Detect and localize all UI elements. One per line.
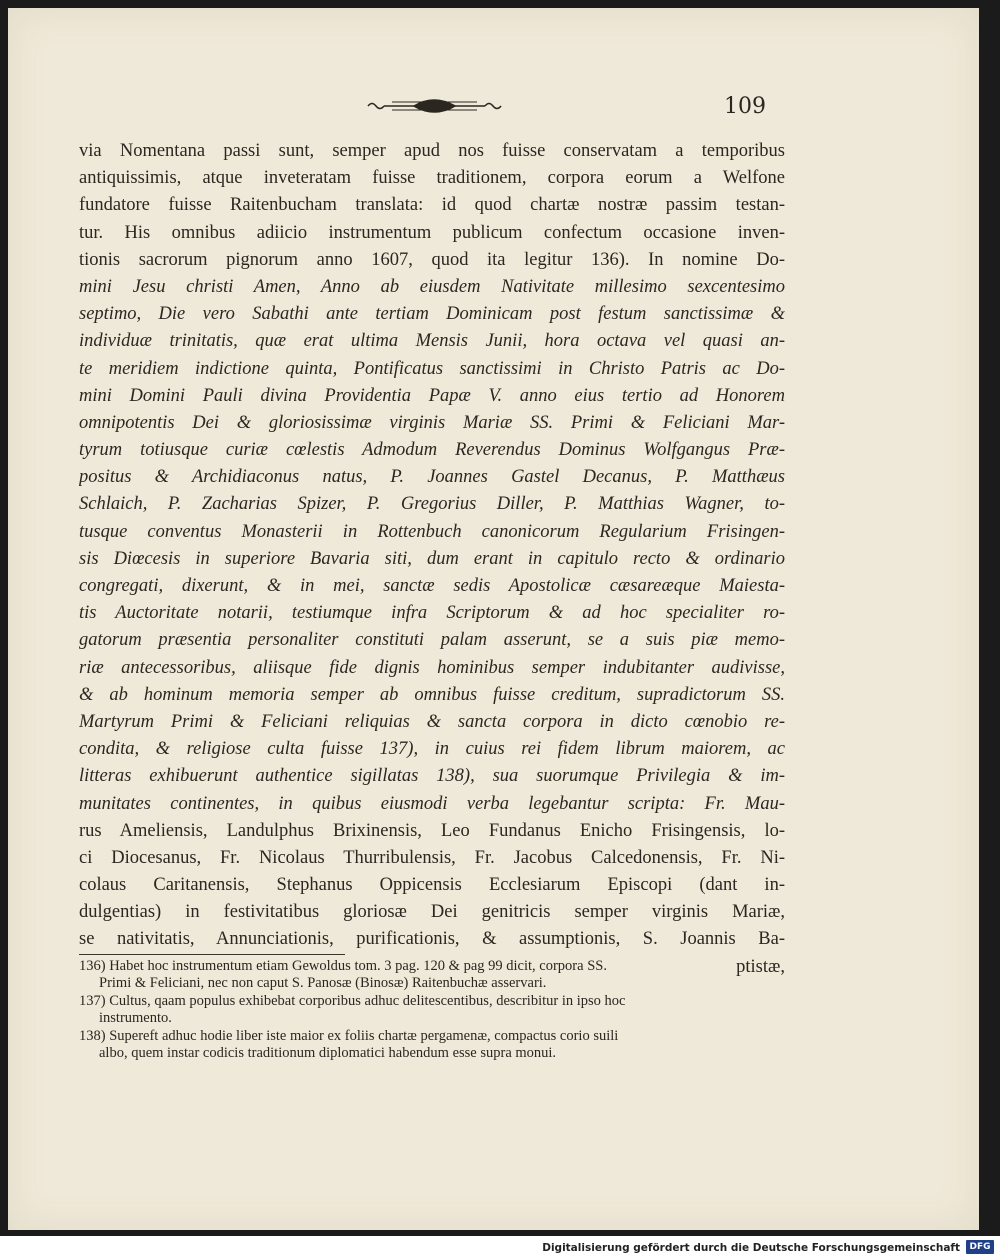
text-line: & ab hominum memoria semper ab omnibus fuisse creditum, supradictorum SS. [79, 684, 785, 705]
text-line: Martyrum Primi & Feliciani reliquias & sancta corpora in dicto cœnobio re- [79, 711, 785, 732]
footnotes [79, 958, 793, 1062]
text-line: te meridiem indictione quinta, Pontificatus sanctissimi in Christo Patris ac Do- [79, 358, 785, 379]
text-line: litteras exhibuerunt authentice sigillatas 138), sua suorumque Privilegia & im- [79, 766, 785, 787]
text-line: ptistæ, [736, 956, 785, 977]
text-line: tyrum totiusque curiæ cœlestis Admodum Reverendus Dominus Wolfgangus Præ- [79, 440, 785, 461]
funding-credit: Digitalisierung gefördert durch die Deutsche Forschungsgemeinschaft [542, 1242, 960, 1254]
text-line: munitates continentes, in quibus eiusmodi verba legebantur scripta: Fr. Mau- [79, 793, 785, 814]
text-line: antiquissimis, atque inveteratam fuisse traditionem, corpora eorum a Welfone [79, 168, 785, 189]
text-line: riæ antecessoribus, aliisque fide dignis hominibus semper indubitanter audivisse, [79, 657, 785, 678]
text-line: tis Auctoritate notarii, testiumque infra Scriptorum & ad hoc specialiter ro- [79, 603, 785, 624]
footnote-divider [79, 954, 345, 955]
text-line: rus Ameliensis, Landulphus Brixinensis, Leo Fundanus Enicho Frisingensis, lo- [79, 820, 785, 841]
dfg-logo: DFG [966, 1240, 994, 1254]
text-line: omnipotentis Dei & gloriosissimæ virginis Mariæ SS. Primi & Feliciani Mar- [79, 412, 785, 433]
text-line: mini Jesu christi Amen, Anno ab eiusdem Nativitate millesimo sexcentesimo [79, 276, 785, 297]
text-line: tionis sacrorum pignorum anno 1607, quod ita legitur 136). In nomine Do- [79, 249, 785, 270]
text-line: se nativitatis, Annunciationis, purificationis, & assumptionis, S. Joannis Ba- [79, 929, 785, 950]
text-line: dulgentias) in festivitatibus gloriosæ Dei genitricis semper virginis Mariæ, [79, 902, 785, 923]
text-line: tusque conventus Monasterii in Rottenbuch canonicorum Regularium Frisingen- [79, 521, 785, 542]
text-line: via Nomentana passi sunt, semper apud nos fuisse conservatam a temporibus [79, 141, 785, 161]
footnote-line: albo, quem instar codicis traditionum diplomatici habendum esse supra monui. [99, 1044, 557, 1061]
text-line: sis Diœcesis in superiore Bavaria siti, dum erant in capitulo recto & ordinario [79, 548, 785, 569]
header-ornament-icon [362, 96, 507, 116]
text-line: mini Domini Pauli divina Providentia Papæ V. anno eius tertio ad Honorem [79, 385, 785, 406]
text-line: Schlaich, P. Zacharias Spizer, P. Gregorius Diller, P. Matthias Wagner, to- [79, 494, 785, 515]
footnote-line: instrumento. [99, 1009, 172, 1026]
footnote-line: 136) Habet hoc instrumentum etiam Gewoldus tom. 3 pag. 120 & pag 99 dicit, corpora SS. [79, 958, 607, 974]
text-line: congregati, dixerunt, & in mei, sanctæ sedis Apostolicæ cæsareæque Maiesta- [79, 576, 785, 596]
text-line: fundatore fuisse Raitenbucham translata: id quod chartæ nostræ passim testan- [79, 195, 785, 216]
page-number: 109 [724, 94, 766, 119]
text-line: gatorum præsentia personaliter constituti palam asserunt, se a suis piæ memo- [79, 630, 785, 651]
text-line: tur. His omnibus adiicio instrumentum publicum confectum occasione inven- [79, 222, 785, 243]
text-line: positus & Archidiaconus natus, P. Joannes Gastel Decanus, P. Matthæus [79, 467, 785, 488]
text-line: individuæ trinitatis, quæ erat ultima Mensis Junii, hora octava vel quasi an- [79, 331, 785, 352]
text-line: ci Diocesanus, Fr. Nicolaus Thurribulensis, Fr. Jacobus Calcedonensis, Fr. Ni- [79, 847, 785, 868]
footnote-line: Primi & Feliciani, nec non caput S. Panosæ (Binosæ) Raitenbuchæ asservari. [99, 974, 547, 991]
text-line: condita, & religiose culta fuisse 137), in cuius rei fidem librum maiorem, ac [79, 739, 785, 760]
footnote-line: 137) Cultus, qaam populus exhibebat corporibus adhuc delitescentibus, describitur in ipso hoc [79, 993, 626, 1010]
body-text [79, 138, 785, 981]
footnote-line: 138) Supereft adhuc hodie liber iste maior ex foliis chartæ pergamenæ, compactus corio suili [79, 1028, 619, 1045]
text-line: septimo, Die vero Sabathi ante tertiam Dominicam post festum sanctissimæ & [79, 304, 785, 325]
text-line: colaus Caritanensis, Stephanus Oppicensis Ecclesiarum Episcopi (dant in- [79, 875, 785, 896]
